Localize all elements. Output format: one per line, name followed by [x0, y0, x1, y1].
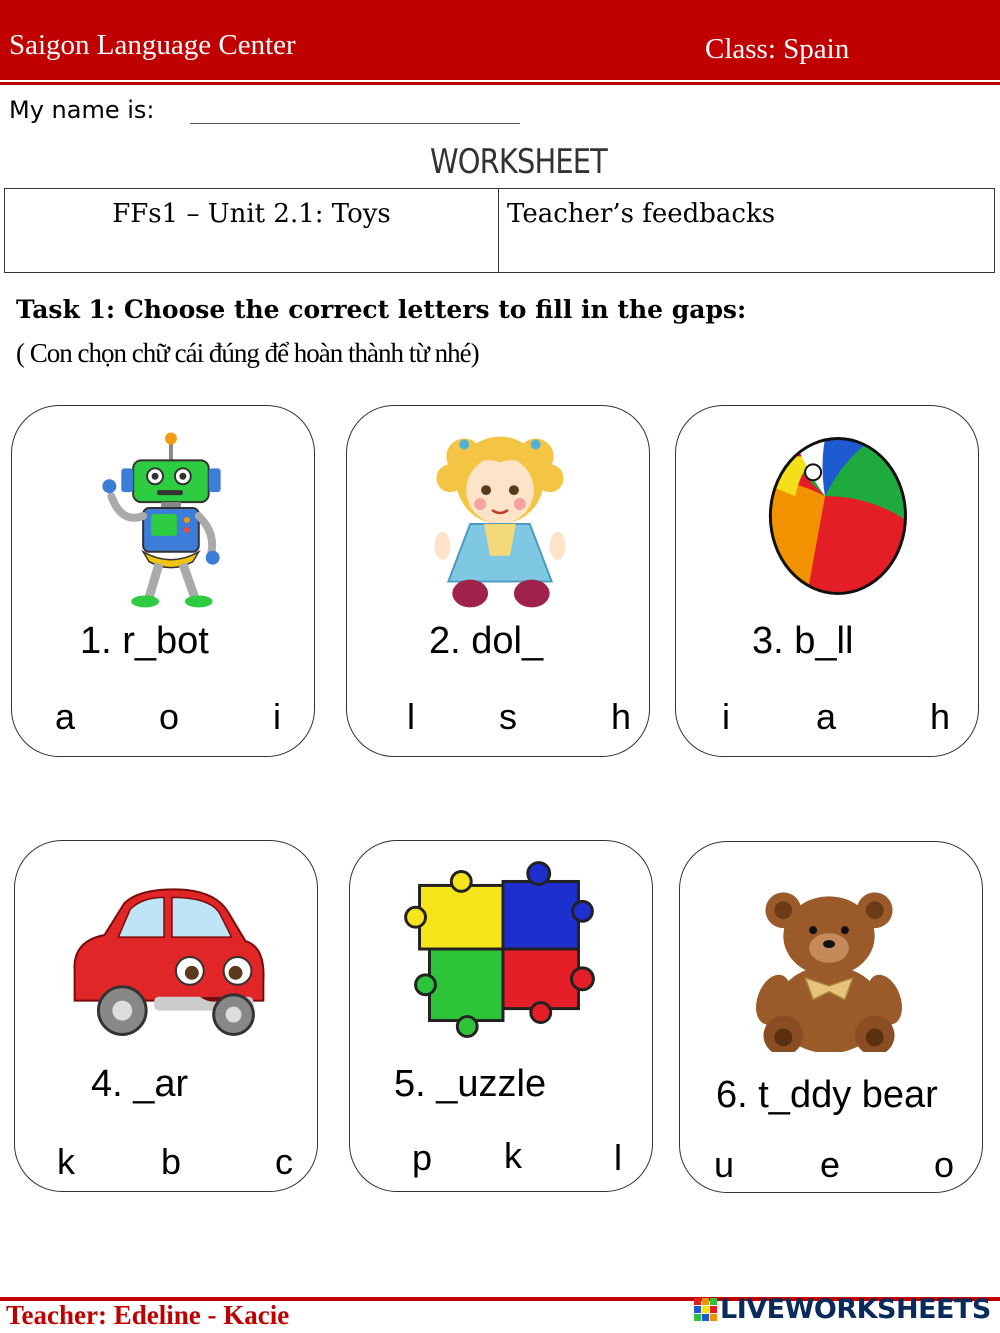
option-b[interactable]: b — [161, 1141, 182, 1182]
worksheet-title: WORKSHEET — [430, 142, 607, 182]
option-s[interactable]: s — [499, 696, 517, 737]
option-a[interactable]: a — [816, 696, 837, 737]
option-l[interactable]: l — [407, 696, 415, 737]
feedback-cell: Teacher’s feedbacks — [507, 199, 776, 229]
card-word: 5. _uzzle — [394, 1063, 547, 1105]
option-l[interactable]: l — [614, 1137, 622, 1178]
card-robot — [11, 405, 315, 757]
name-label: My name is: — [9, 96, 155, 124]
card-word: 2. dol_ — [429, 620, 544, 662]
header-divider — [0, 82, 1000, 85]
card-doll — [346, 405, 650, 757]
puzzle-icon — [350, 851, 652, 1051]
option-k[interactable]: k — [504, 1135, 522, 1176]
option-u[interactable]: u — [714, 1144, 735, 1185]
option-o[interactable]: o — [934, 1144, 955, 1185]
option-h[interactable]: h — [930, 696, 951, 737]
option-e[interactable]: e — [820, 1144, 841, 1185]
option-h[interactable]: h — [611, 696, 632, 737]
car-icon — [15, 851, 317, 1051]
teddy-bear-icon — [680, 852, 982, 1052]
card-word: 6. t_ddy bear — [716, 1074, 938, 1116]
card-car — [14, 840, 318, 1192]
card-ball — [675, 405, 979, 757]
option-i[interactable]: i — [273, 696, 281, 737]
robot-icon — [12, 416, 314, 616]
info-table — [4, 188, 995, 273]
liveworksheets-brand: LIVEWORKSHEETS — [720, 1294, 991, 1325]
header-bar — [0, 0, 1000, 80]
option-i[interactable]: i — [722, 696, 730, 737]
unit-cell: FFs1 – Unit 2.1: Toys — [5, 189, 499, 272]
liveworksheets-grid-icon — [692, 1296, 720, 1324]
task-title: Task 1: Choose the correct letters to fill in the gaps: — [16, 295, 747, 324]
beach-ball-icon — [676, 416, 978, 616]
card-word: 3. b_ll — [752, 620, 854, 662]
option-p[interactable]: p — [412, 1137, 433, 1178]
teacher-name: Teacher: Edeline - Kacie — [6, 1300, 290, 1330]
doll-icon — [347, 416, 649, 616]
task-subtitle: ( Con chọn chữ cái đúng để hoàn thành từ nhé) — [16, 338, 479, 368]
card-word: 1. r_bot — [80, 620, 209, 662]
option-o[interactable]: o — [159, 696, 180, 737]
class-label: Class: Spain — [705, 33, 850, 65]
card-word: 4. _ar — [91, 1063, 189, 1105]
option-c[interactable]: c — [275, 1141, 293, 1182]
name-input-line[interactable] — [190, 123, 520, 124]
card-puzzle — [349, 840, 653, 1192]
liveworksheets-logo[interactable] — [692, 1294, 991, 1325]
card-teddy — [679, 841, 983, 1193]
option-a[interactable]: a — [55, 696, 76, 737]
center-name: Saigon Language Center — [9, 29, 296, 61]
option-k[interactable]: k — [57, 1141, 75, 1182]
